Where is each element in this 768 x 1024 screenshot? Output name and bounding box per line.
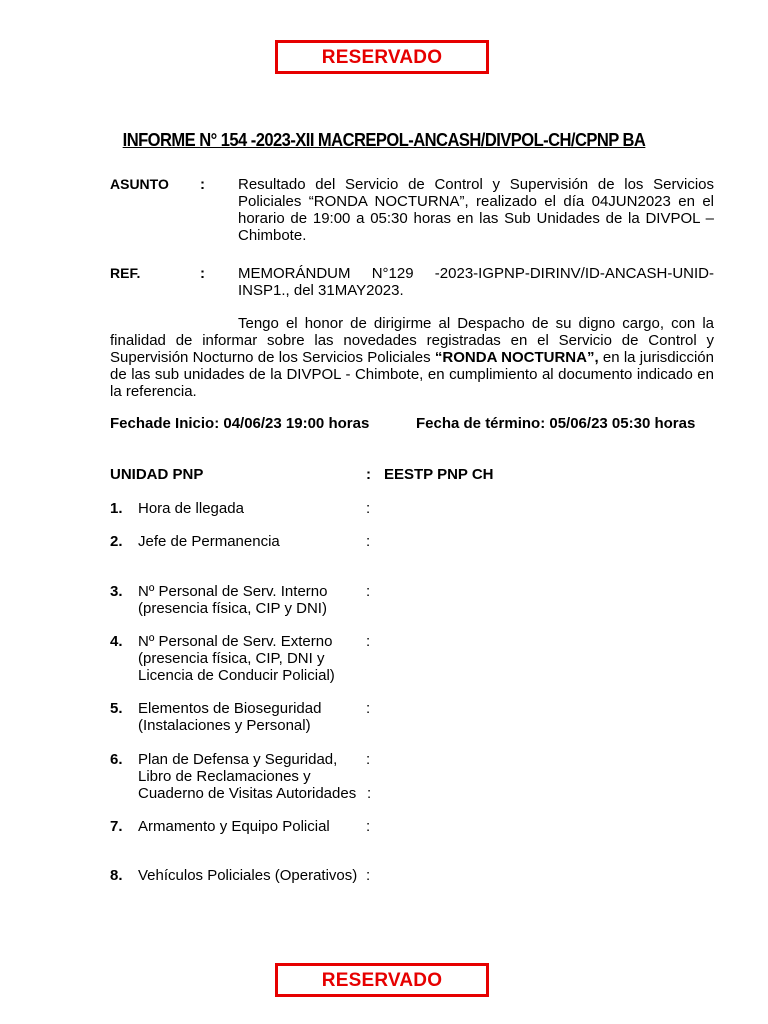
paragraph-part2: en la jurisdicción de las sub unidades de la DIVPOL - Chimbote, en cumplimiento al documento indicado en la referencia.	[110, 349, 714, 400]
start-date: Fechade Inicio: 04/06/23 19:00 horas	[110, 415, 370, 432]
report-title: INFORME N° 154 -2023-XII MACREPOL-ANCASH/DIVPOL-CH/CPNP BA	[122, 130, 646, 150]
item-line: Cuaderno de Visitas Autoridades	[138, 785, 357, 802]
item-colon: :	[366, 818, 371, 835]
asunto-label: ASUNTO	[110, 176, 169, 192]
item-number: 5.	[110, 700, 123, 717]
item-number: 2.	[110, 533, 123, 550]
item-colon: :	[366, 533, 371, 550]
item-line: Elementos de Bioseguridad	[138, 700, 322, 717]
item-line: Plan de Defensa y Seguridad,	[138, 751, 338, 768]
paragraph-bold: “RONDA NOCTURNA”,	[434, 349, 599, 366]
item-number: 6.	[110, 751, 123, 768]
item-text	[138, 700, 378, 734]
ref-colon: :	[200, 265, 205, 282]
body-paragraph	[110, 315, 714, 400]
paragraph-part1: Tengo el honor de dirigirme al Despacho de su digno cargo, con la finalidad de informar sobre las novedades registradas en el Servicio de Control y Supervisión Nocturno de los Servicios Policiales	[110, 315, 714, 366]
item-number: 1.	[110, 500, 123, 517]
end-date: Fecha de término: 05/06/23 05:30 horas	[416, 415, 696, 432]
item-colon: :	[366, 700, 371, 717]
item-colon: :	[366, 633, 371, 650]
item-line: Nº Personal de Serv. Interno	[138, 583, 328, 600]
item-colon: :	[366, 500, 371, 517]
item-text	[138, 533, 378, 550]
item-text	[138, 867, 378, 884]
item-line: Vehículos Policiales (Operativos)	[138, 867, 358, 884]
item-number: 7.	[110, 818, 123, 835]
item-text	[138, 818, 378, 835]
item-line: Armamento y Equipo Policial	[138, 818, 330, 835]
ref-label: REF.	[110, 265, 141, 281]
item-line: Jefe de Permanencia	[138, 533, 280, 550]
asunto-text: Resultado del Servicio de Control y Supervisión de los Servicios Policiales “RONDA NOCTURNA”, realizado el día 04JUN2023 en el horario de 19:00 a 05:30 horas en las Sub Unidades de la DIVPOL – Chimbote.	[238, 176, 714, 244]
unit-label: UNIDAD PNP	[110, 466, 204, 483]
item-number: 3.	[110, 583, 123, 600]
item-text	[138, 633, 378, 684]
unit-value: EESTP PNP CH	[384, 466, 494, 483]
item-colon: :	[366, 867, 371, 884]
item-number: 4.	[110, 633, 123, 650]
item-number: 8.	[110, 867, 123, 884]
unit-colon: :	[366, 466, 371, 483]
item-line: Hora de llegada	[138, 500, 244, 517]
item-text	[138, 500, 378, 517]
item-colon: :	[366, 751, 371, 768]
ref-text: MEMORÁNDUM N°129 -2023-IGPNP-DIRINV/ID-ANCASH-UNID-INSP1., del 31MAY2023.	[238, 265, 714, 299]
item-line: (presencia física, CIP, DNI y	[138, 650, 325, 667]
item-line: Libro de Reclamaciones y	[138, 768, 311, 785]
item-text	[138, 751, 378, 802]
item-line: (Instalaciones y Personal)	[138, 717, 311, 734]
item-text	[138, 583, 378, 617]
item-line: Licencia de Conducir Policial)	[138, 667, 335, 684]
reservado-stamp-top: RESERVADO	[275, 40, 489, 74]
reservado-stamp-bottom: RESERVADO	[275, 963, 489, 997]
asunto-colon: :	[200, 176, 205, 193]
item-line: Nº Personal de Serv. Externo	[138, 633, 333, 650]
item-colon: :	[366, 583, 371, 600]
item-line: (presencia física, CIP y DNI)	[138, 600, 327, 617]
item-colon-last: :	[367, 785, 372, 802]
